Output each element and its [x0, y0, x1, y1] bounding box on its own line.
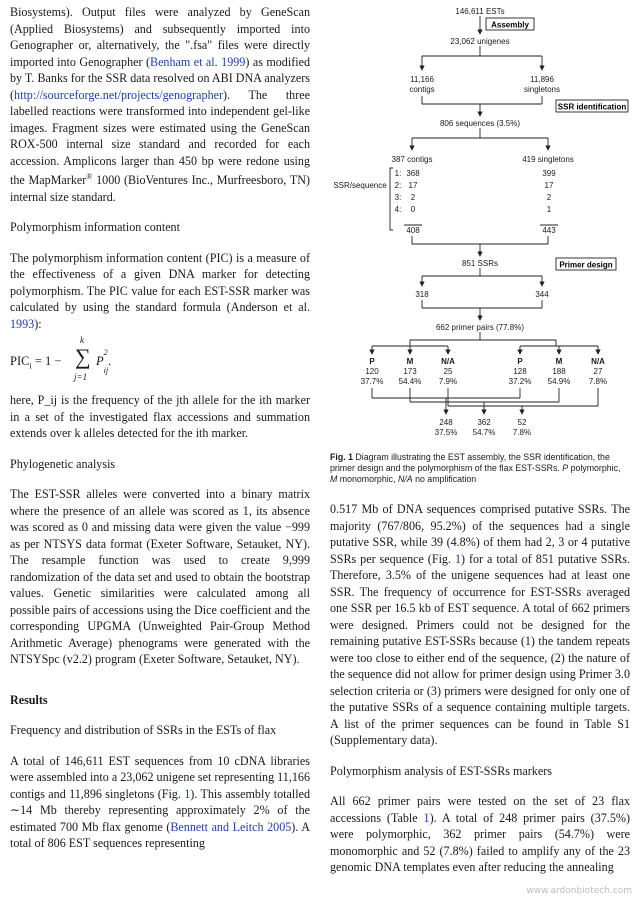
watermark-text: www.ardonbiotech.com [526, 886, 632, 896]
subsection-heading-polymorphism: Polymorphism analysis of EST-SSRs markers [330, 763, 552, 778]
pic-explanation-paragraph: here, P_ij is the frequency of the jth allele for the ith marker in a set of the investigated flax accessions and summation extends over k alleles detected for the ith marker. [10, 393, 310, 441]
citation-bennett[interactable]: Bennett and Leitch 2005 [170, 819, 292, 834]
node-unigenes: 23,062 unigenes [450, 37, 510, 46]
ssr-count-key: 2: [394, 181, 402, 190]
right-group-count: 27 [593, 367, 603, 376]
ssr-count-key: 3: [394, 193, 402, 202]
left-column [10, 4, 310, 852]
left-group-count: 120 [365, 367, 379, 376]
results-paragraph-assembly: A total of 146,611 EST sequences from 10 cDNA libraries were assembled into a 23,062 unigene set representing 11,166 contigs and 11,896 singletons (Fig. 1). This assembly totalled ∼14 Mb thereby representing approximately 2% of the estimated 700 Mb flax genome (Bennett and Leitch 2005). A total of 806 EST sequences representing [10, 753, 311, 851]
left-group-percent: 54.4% [398, 377, 422, 386]
singleton-ssr-count: 2 [546, 193, 552, 202]
left-group-count: 25 [443, 367, 453, 376]
node-344: 344 [535, 290, 549, 299]
section-heading-pic: Polymorphism information content [10, 220, 180, 235]
contig-total: 408 [406, 226, 420, 235]
right-group-percent: 54.9% [547, 377, 571, 386]
assembly-box [486, 18, 534, 30]
svg-text:Assembly: Assembly [491, 20, 529, 30]
citation-anderson[interactable]: 1993 [10, 316, 35, 331]
results-paragraph-ssrs: 0.517 Mb of DNA sequences comprised putative SSRs. The majority (767/806, 95.2%) of the sequences had a single putative SSR, while 39 (4.8%) of them had 2, 3 or 4 putative SSRs per sequence (Fig. 1) for a total of 851 putative SSRs. Therefore, 3.5% of the unigene sequences had at least one SSR. The frequency of occurrence for EST-SSRs averaged one SSR per 16.5 kb of EST sequence. A total of 662 primers were designed. Primers could not be designed for the remaining putative EST-SSRs because (1) the tandem repeats were too close to either end of the sequence, (2) the nature of the sequence did not allow for primer design using Primer 3.0 selection criteria or (3) primers were designed for only one of the putative SSRs of a sequence containing multiple targets. A list of the primer sequences can be found in Table S1 (Supplementary data). [330, 502, 631, 747]
contig-ssr-count: 0 [410, 205, 416, 214]
total-percent: 37.5% [434, 428, 458, 437]
left-group-percent: 37.7% [360, 377, 384, 386]
section-heading-results: Results [10, 692, 48, 707]
primer-design-box [556, 258, 616, 270]
left-group-label: P [369, 357, 375, 366]
right-group-label: M [555, 357, 563, 366]
left-group-percent: 7.9% [438, 377, 458, 386]
methods-paragraph-genescan: Biosystems). Output files were analyzed by GeneScan (Applied Biosystems) and subsequently imported into Genographer or, alternatively, the ".fsa" files were directly imported into Genographer (Benham et al. 1999) as modified by T. Banks for the SSR data resolved on ABI DNA analyzers (http://sourceforge.net/projects/genographer). The three labelled reactions were transformed into independent gel-like images. Fragment sizes were estimated using the GeneScan ROX-500 internal size standard and recorded for each accession. Amplicons larger than 450 bp were redone using the MapMarker® 1000 (BioVentures Inc., Murfreesboro, TN) internal size standard. [10, 5, 311, 204]
contig-ssr-count: 2 [410, 193, 416, 202]
figure-1-caption: Fig. 1 Diagram illustrating the EST assembly, the SSR identification, the primer design and the polymorphism of the flax EST-SSRs. P polymorphic, M monomorphic, N/A no amplification [330, 452, 621, 484]
right-column [330, 4, 630, 876]
node-419-singletons: 419 singletons [522, 155, 574, 164]
node-387-contigs: 387 contigs [391, 155, 433, 164]
right-group-count: 188 [552, 367, 566, 376]
contig-ssr-count: 368 [406, 169, 420, 178]
svg-text:Primer design: Primer design [559, 260, 613, 270]
section-heading-phylogenetic: Phylogenetic analysis [10, 456, 116, 471]
total-percent: 7.8% [512, 428, 532, 437]
right-group-percent: 7.8% [588, 377, 608, 386]
contig-ssr-count: 17 [408, 181, 418, 190]
right-group-percent: 37.2% [508, 377, 532, 386]
node-ests: 146,611 ESTs [455, 7, 505, 16]
figure-ref-1[interactable]: 1 [184, 786, 191, 801]
total-count: 52 [517, 418, 527, 427]
flowchart-svg [330, 4, 630, 452]
left-group-count: 173 [403, 367, 417, 376]
singleton-ssr-count: 1 [546, 205, 552, 214]
ssr-count-key: 1: [394, 169, 402, 178]
node-851-ssrs: 851 SSRs [461, 259, 499, 268]
right-group-label: N/A [591, 357, 605, 366]
citation-benham[interactable]: Benham et al. 1999 [150, 54, 246, 69]
node-singletons-label: singletons [523, 85, 561, 94]
pic-paragraph: The polymorphism information content (PIC) is a measure of the effectiveness of a given DNA marker for detecting polymorphism. The PIC value for each EST-SSR marker was calculated by using the standard formula (Anderson et al. 1993): [10, 250, 310, 331]
node-contigs-count: 11,166 [410, 75, 434, 84]
figure-ref-1b[interactable]: 1 [454, 551, 461, 566]
singleton-ssr-count: 399 [542, 169, 556, 178]
table-ref-1[interactable]: 1 [423, 810, 430, 825]
svg-text:SSR identification: SSR identification [557, 102, 627, 112]
ssr-count-key: 4: [394, 205, 402, 214]
total-count: 362 [477, 418, 491, 427]
node-singletons-count: 11,896 [530, 75, 554, 84]
ssr-per-sequence-label: SSR/sequence [333, 181, 387, 190]
phylogenetic-paragraph: The EST-SSR alleles were converted into a binary matrix where the presence of an allele was scored as 1, its absence was scored as 0 and missing data were given the value −999 as per NTSYS data format (Exeter Software, Setauket, NY). The resample function was used to create 9,999 randomization of the data set and used to obtain the bootstrap values. Genetic similarities were calculated among all possible pairs of accessions using the Dice coefficient and the corresponding UPGMA (Unweighted Pair-Group Method Arithmetic Average) phenograms were generated with the NTSYSpc (v2.2) program (Exeter Software, Setauket, NY). [10, 487, 310, 667]
ssr-identification-box [556, 100, 628, 112]
genographer-url-link[interactable]: http://sourceforge.net/projects/genographer [14, 87, 224, 102]
right-group-label: P [517, 357, 523, 366]
pic-formula: $PIC_i = 1$ − k ∑ j=1 P 2 $_{ij}$. [10, 335, 112, 383]
node-806-sequences: 806 sequences (3.5%) [439, 119, 521, 128]
node-318: 318 [415, 290, 429, 299]
left-group-label: M [406, 357, 414, 366]
figure-1-diagram [330, 4, 630, 452]
total-percent: 54.7% [472, 428, 496, 437]
singleton-ssr-count: 17 [544, 181, 554, 190]
node-contigs-label: contigs [409, 85, 435, 94]
polymorphism-paragraph: All 662 primer pairs were tested on the set of 23 flax accessions (Table 1). A total of 248 primer pairs (37.5%) were polymorphic, 362 primer pairs (54.7%) were monomorphic and 52 (7.8%) failed to amplify any of the 23 genomic DNA templates even after reducing the annealing [330, 794, 630, 874]
node-662-primer-pairs: 662 primer pairs (77.8%) [435, 323, 525, 332]
left-group-label: N/A [441, 357, 455, 366]
total-count: 248 [439, 418, 453, 427]
singleton-total: 443 [542, 226, 556, 235]
right-group-count: 128 [513, 367, 527, 376]
subsection-heading-frequency: Frequency and distribution of SSRs in the ESTs of flax [10, 723, 277, 738]
